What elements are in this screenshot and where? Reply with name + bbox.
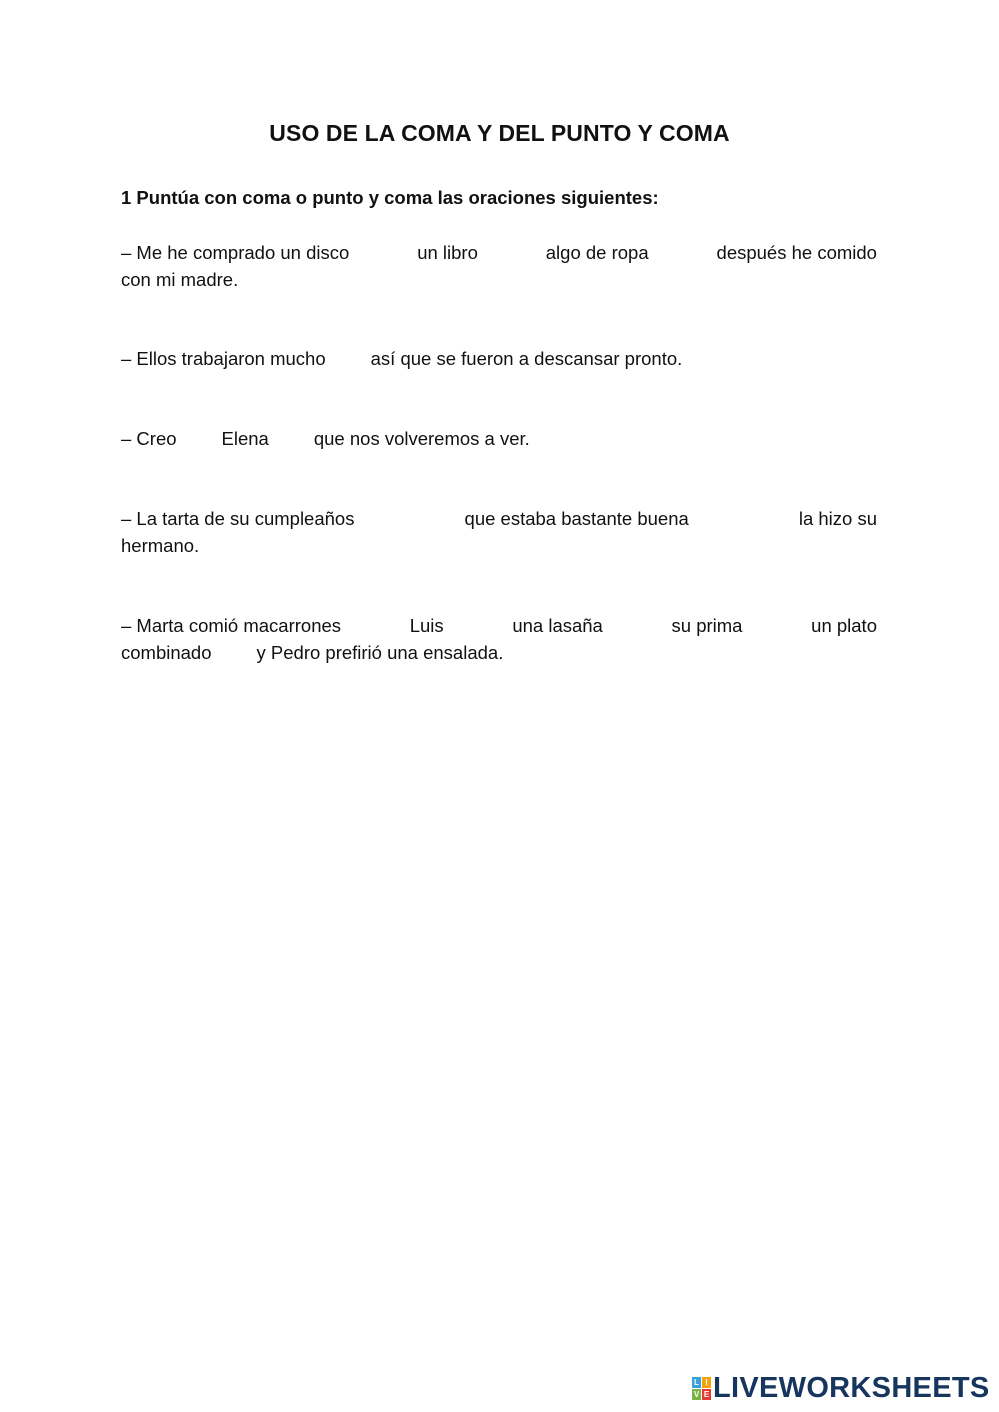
text-segment: que estaba bastante buena	[464, 508, 689, 529]
exercise-instruction: 1 Puntúa con coma o punto y coma las oraciones siguientes:	[121, 187, 659, 208]
text-segment: – Creo	[121, 428, 177, 449]
text-segment: así que se fueron a descansar pronto.	[370, 348, 683, 369]
logo-letter: E	[703, 1389, 710, 1399]
text-segment: un plato	[811, 615, 877, 636]
text-segment: después he comido	[716, 242, 877, 263]
exercise-item-3	[121, 425, 877, 452]
logo-text: LIVEWORKSHEETS	[713, 1371, 990, 1404]
logo-grid-icon	[692, 1377, 711, 1400]
text-segment: su prima	[671, 615, 743, 636]
text-segment: algo de ropa	[545, 242, 649, 263]
exercise-item-2	[121, 345, 877, 372]
text-segment: y Pedro prefirió una ensalada.	[256, 642, 504, 663]
text-segment: – Marta comió macarrones	[121, 615, 342, 636]
exercise-item-1	[121, 239, 877, 293]
text-segment: la hizo su	[798, 508, 877, 529]
text-segment: que nos volveremos a ver.	[313, 428, 530, 449]
text-segment: hermano.	[121, 535, 200, 556]
logo-letter: L	[692, 1377, 701, 1388]
logo-letter: I	[702, 1377, 711, 1388]
text-segment: un libro	[417, 242, 478, 263]
text-segment: con mi madre.	[121, 269, 239, 290]
text-segment: una lasaña	[512, 615, 603, 636]
exercise-item-5	[121, 612, 877, 666]
liveworksheets-logo	[692, 1373, 990, 1403]
text-segment: – Ellos trabajaron mucho	[121, 348, 326, 369]
text-segment: Luis	[409, 615, 444, 636]
page-title: USO DE LA COMA Y DEL PUNTO Y COMA	[269, 120, 730, 146]
text-segment: – Me he comprado un disco	[121, 242, 350, 263]
text-segment: – La tarta de su cumpleaños	[121, 508, 355, 529]
exercise-item-4	[121, 505, 877, 559]
logo-letter: V	[693, 1389, 700, 1399]
text-segment: combinado	[121, 642, 212, 663]
text-segment: Elena	[221, 428, 269, 449]
